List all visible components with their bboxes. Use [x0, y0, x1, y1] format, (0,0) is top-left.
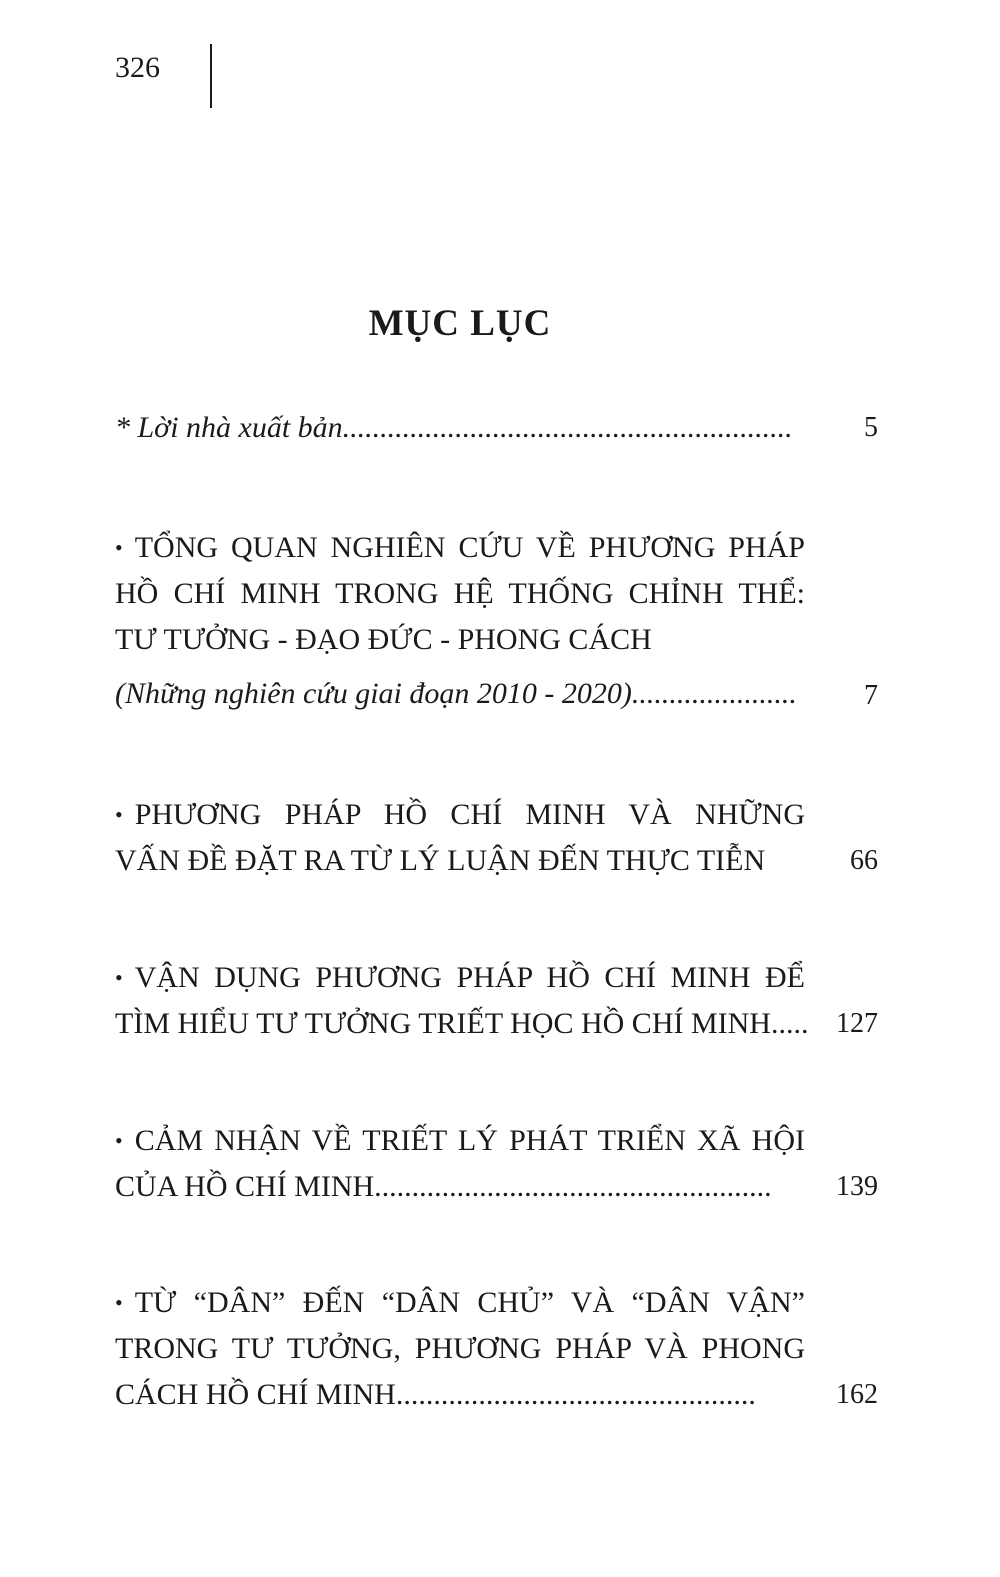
toc-entry-line: • PHƯƠNG PHÁP HỒ CHÍ MINH VÀ NHỮNG	[115, 798, 805, 831]
toc-entry-democracy[interactable]	[115, 1280, 805, 1418]
bullet-icon: •	[115, 965, 123, 990]
header-divider	[210, 44, 212, 108]
toc-entry-overview[interactable]	[115, 525, 805, 717]
toc-entry-line: • VẬN DỤNG PHƯƠNG PHÁP HỒ CHÍ MINH ĐỂ	[115, 961, 805, 994]
toc-entry-method[interactable]	[115, 792, 805, 884]
toc-entry-line: VẤN ĐỀ ĐẶT RA TỪ LÝ LUẬN ĐẾN THỰC TIỄN	[115, 844, 766, 877]
bullet-icon: •	[115, 1128, 123, 1153]
toc-page-ref: 162	[836, 1379, 878, 1410]
toc-entry-line: CỦA HỒ CHÍ MINH.....................................................	[115, 1170, 772, 1203]
toc-entry-line: TRONG TƯ TƯỞNG, PHƯƠNG PHÁP VÀ PHONG	[115, 1332, 805, 1365]
bullet-icon: •	[115, 1290, 123, 1315]
page-number: 326	[115, 51, 160, 84]
page-title: MỤC LỤC	[368, 303, 552, 344]
toc-entry-line: TƯ TƯỞNG - ĐẠO ĐỨC - PHONG CÁCH	[115, 623, 652, 656]
toc-entry-line: TÌM HIỂU TƯ TƯỞNG TRIẾT HỌC HỒ CHÍ MINH.....	[115, 1007, 809, 1040]
toc-page-ref: 127	[836, 1008, 878, 1039]
toc-entry-line: CÁCH HỒ CHÍ MINH................................................	[115, 1378, 756, 1411]
toc-page-ref: 5	[864, 412, 878, 443]
bullet-icon: •	[115, 535, 123, 560]
toc-page-ref: 139	[836, 1171, 878, 1202]
toc-page-ref: 66	[850, 845, 878, 876]
toc-entry-philosophy[interactable]	[115, 1118, 805, 1210]
bullet-icon: •	[115, 802, 123, 827]
toc-page-ref: 7	[864, 680, 878, 711]
toc-entry-line: HỒ CHÍ MINH TRONG HỆ THỐNG CHỈNH THỂ:	[115, 577, 805, 610]
toc-entry-apply[interactable]	[115, 955, 809, 1047]
toc-entry-preface[interactable]	[115, 405, 805, 451]
toc-entry-subtitle: (Những nghiên cứu giai đoạn 2010 - 2020)......................	[115, 677, 797, 710]
toc-entry-line: • CẢM NHẬN VỀ TRIẾT LÝ PHÁT TRIỂN XÃ HỘI	[115, 1124, 805, 1157]
toc-entry-line: • TỔNG QUAN NGHIÊN CỨU VỀ PHƯƠNG PHÁP	[115, 531, 805, 564]
toc-entry-line: • TỪ “DÂN” ĐẾN “DÂN CHỦ” VÀ “DÂN VẬN”	[115, 1286, 805, 1319]
toc-entry-text: * Lời nhà xuất bản............................................................	[115, 411, 793, 444]
